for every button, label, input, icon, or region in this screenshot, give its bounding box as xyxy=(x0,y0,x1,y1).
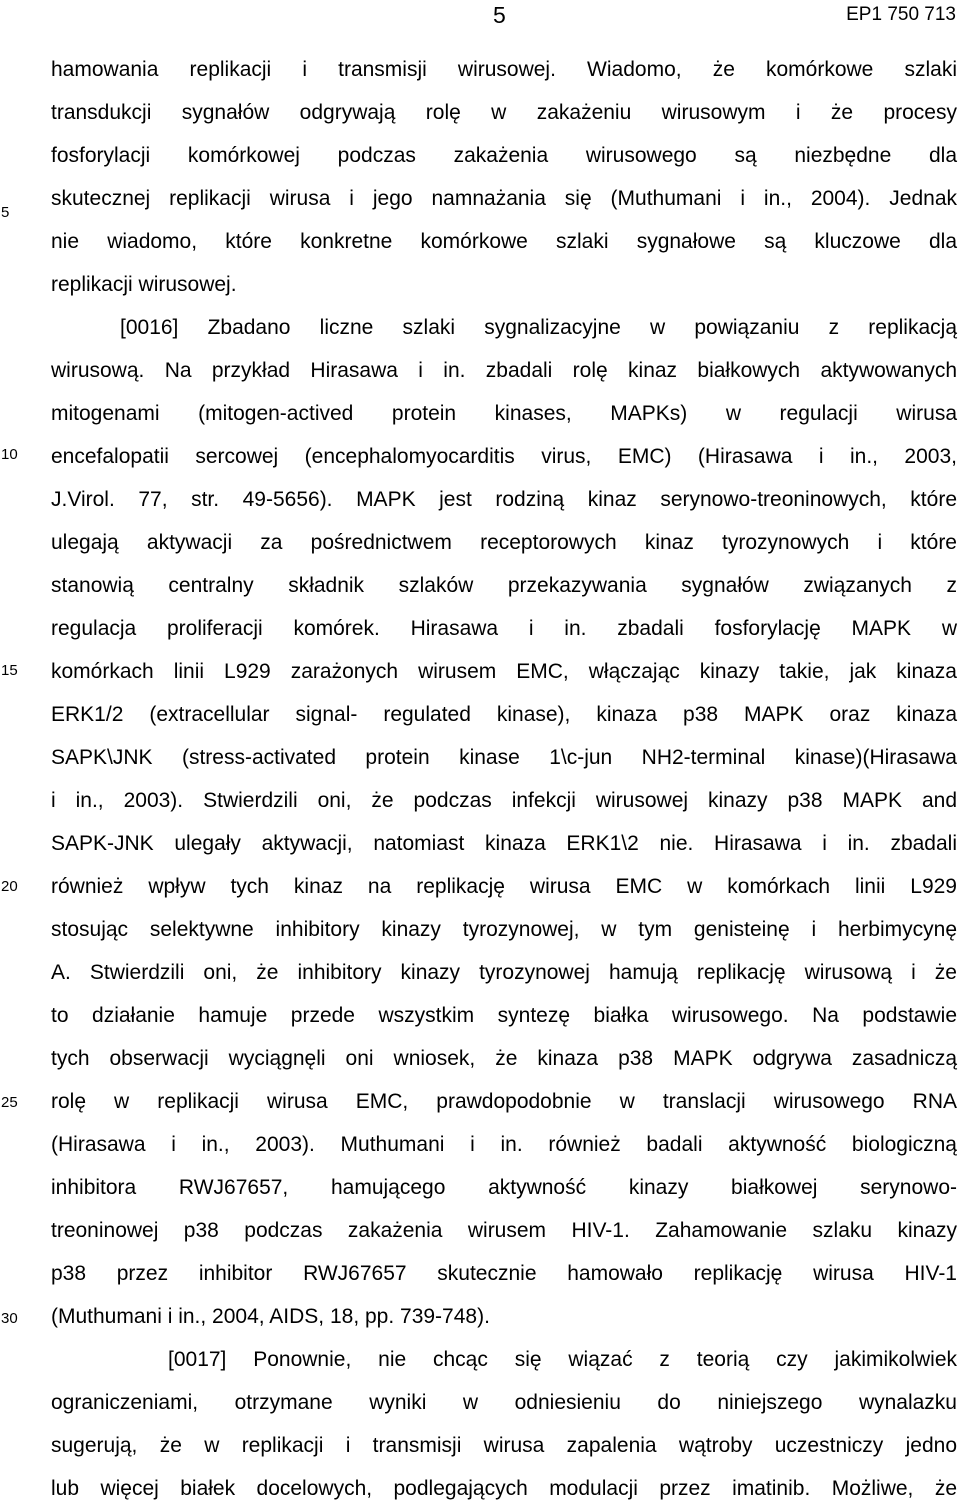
text-line: mitogenami (mitogen-actived protein kinases, MAPKs) w regulacji wirusa xyxy=(51,402,957,425)
text-line: A. Stwierdzili oni, że inhibitory kinazy tyrozynowej hamują replikację wirusową i że xyxy=(51,961,957,984)
text-line: to działanie hamuje przede wszystkim syntezę białka wirusowego. Na podstawie xyxy=(51,1004,957,1027)
text-line: tych obserwacji wyciągnęli oni wniosek, że kinaza p38 MAPK odgrywa zasadniczą xyxy=(51,1047,957,1070)
text-line: (Muthumani i in., 2004, AIDS, 18, pp. 739-748). xyxy=(51,1305,490,1328)
line-number: 30 xyxy=(1,1310,18,1327)
text-line: encefalopatii sercowej (encephalomyocarditis virus, EMC) (Hirasawa i in., 2003, xyxy=(51,445,957,468)
paragraph-0016-first-line: [0016] Zbadano liczne szlaki sygnalizacyjne w powiązaniu z replikacją xyxy=(120,316,957,339)
text-line: lub więcej białek docelowych, podlegających modulacji przez imatinib. Możliwe, że xyxy=(51,1477,957,1500)
text-line: ograniczeniami, otrzymane wyniki w odniesieniu do niniejszego wynalazku xyxy=(51,1391,957,1414)
margin-line-numbers xyxy=(0,0,40,1496)
text-line: regulacja proliferacji komórek. Hirasawa i in. zbadali fosforylację MAPK w xyxy=(51,617,957,640)
text-line: inhibitora RWJ67657, hamującego aktywność kinazy białkowej serynowo- xyxy=(51,1176,957,1199)
text-line: ulegają aktywacji za pośrednictwem receptorowych kinaz tyrozynowych i które xyxy=(51,531,957,554)
text-line: sugerują, że w replikacji i transmisji wirusa zapalenia wątroby uczestniczy jedno xyxy=(51,1434,957,1457)
text-line: rolę w replikacji wirusa EMC, prawdopodobnie w translacji wirusowego RNA xyxy=(51,1090,957,1113)
text-line: komórkach linii L929 zarażonych wirusem EMC, włączając kinazy takie, jak kinaza xyxy=(51,660,957,683)
text-line: SAPK\JNK (stress-activated protein kinase 1\c-jun NH2-terminal kinase)(Hirasawa xyxy=(51,746,957,769)
paragraph-0017-first-line: [0017] Ponownie, nie chcąc się wiązać z teorią czy jakimikolwiek xyxy=(168,1348,957,1371)
text-line: stanowią centralny składnik szlaków przekazywania sygnałów związanych z xyxy=(51,574,957,597)
document-id: EP1 750 713 xyxy=(846,4,956,25)
line-number: 25 xyxy=(1,1094,18,1111)
text-line: i in., 2003). Stwierdzili oni, że podczas infekcji wirusowej kinazy p38 MAPK and xyxy=(51,789,957,812)
text-line: hamowania replikacji i transmisji wirusowej. Wiadomo, że komórkowe szlaki xyxy=(51,58,957,81)
text-line: stosując selektywne inhibitory kinazy tyrozynowej, w tym genisteinę i herbimycynę xyxy=(51,918,957,941)
line-number: 15 xyxy=(1,662,18,679)
text-line: replikacji wirusowej. xyxy=(51,273,237,296)
text-line: wirusową. Na przykład Hirasawa i in. zbadali rolę kinaz białkowych aktywowanych xyxy=(51,359,957,382)
text-line: J.Virol. 77, str. 49-5656). MAPK jest rodziną kinaz serynowo-treoninowych, które xyxy=(51,488,957,511)
text-line: transdukcji sygnałów odgrywają rolę w zakażeniu wirusowym i że procesy xyxy=(51,101,957,124)
text-line: treoninowej p38 podczas zakażenia wirusem HIV-1. Zahamowanie szlaku kinazy xyxy=(51,1219,957,1242)
text-line: fosforylacji komórkowej podczas zakażenia wirusowego są niezbędne dla xyxy=(51,144,957,167)
text-line: p38 przez inhibitor RWJ67657 skutecznie hamowało replikację wirusa HIV-1 xyxy=(51,1262,957,1285)
text-line: (Hirasawa i in., 2003). Muthumani i in. również badali aktywność biologiczną xyxy=(51,1133,957,1156)
page-number: 5 xyxy=(493,2,506,28)
line-number: 5 xyxy=(1,204,10,221)
text-line: również wpływ tych kinaz na replikację wirusa EMC w komórkach linii L929 xyxy=(51,875,957,898)
text-line: ERK1/2 (extracellular signal- regulated kinase), kinaza p38 MAPK oraz kinaza xyxy=(51,703,957,726)
line-number: 20 xyxy=(1,878,18,895)
text-line: skutecznej replikacji wirusa i jego namnażania się (Muthumani i in., 2004). Jednak xyxy=(51,187,957,210)
text-line: nie wiadomo, które konkretne komórkowe szlaki sygnałowe są kluczowe dla xyxy=(51,230,957,253)
line-number: 10 xyxy=(1,446,18,463)
text-line: SAPK-JNK ulegały aktywacji, natomiast kinaza ERK1\2 nie. Hirasawa i in. zbadali xyxy=(51,832,957,855)
